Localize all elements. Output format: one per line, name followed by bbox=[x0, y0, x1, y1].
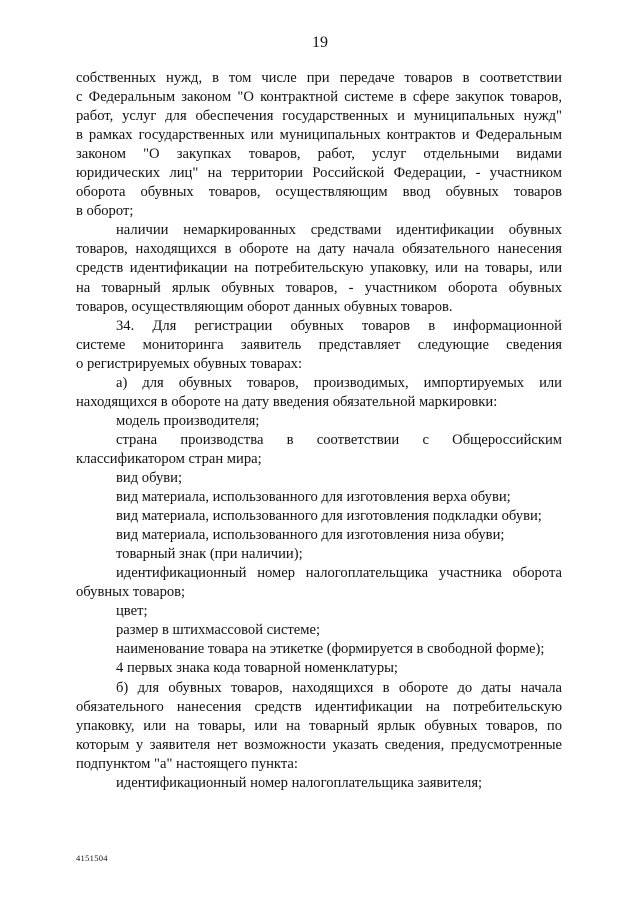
list-item: товарный знак (при наличии); bbox=[116, 546, 303, 563]
paragraph-line: о регистрируемых обувных товарах: bbox=[76, 355, 303, 372]
paragraph-line: с Федеральным законом "О контрактной системе в сфере закупок товаров, bbox=[76, 89, 562, 106]
paragraph-line: в рамках государственных или муниципальных контрактов и Федеральным bbox=[76, 127, 562, 144]
paragraph-line: в оборот; bbox=[76, 203, 134, 220]
paragraph-line: законом "О закупках товаров, работ, услуг отдельными видами bbox=[76, 146, 562, 163]
paragraph-line: упаковку, или на товары, или на товарный ярлык обувных товаров, по bbox=[76, 717, 562, 734]
paragraph-line: товаров, осуществляющим оборот данных обувных товаров. bbox=[76, 298, 453, 315]
paragraph-line: собственных нужд, в том числе при передаче товаров в соответствии bbox=[76, 70, 562, 86]
list-item: вид материала, использованного для изготовления подкладки обуви; bbox=[116, 508, 542, 525]
list-item: вид материала, использованного для изготовления низа обуви; bbox=[116, 527, 505, 544]
paragraph-line: обязательного нанесения средств идентификации на потребительскую bbox=[76, 698, 562, 715]
paragraph-line: идентификационный номер налогоплательщика участника оборота bbox=[116, 565, 562, 582]
paragraph-line: на товарный ярлык обувных товаров, - участником оборота обувных bbox=[76, 279, 562, 296]
paragraph-line: 34. Для регистрации обувных товаров в информационной bbox=[116, 317, 562, 334]
paragraph-line: системе мониторинга заявитель представляет следующие сведения bbox=[76, 336, 562, 353]
document-code: 4151504 bbox=[76, 853, 108, 863]
document-body bbox=[76, 69, 562, 793]
paragraph-line: наличии немаркированных средствами идентификации обувных bbox=[116, 222, 562, 239]
paragraph-line: оборота обувных товаров, осуществляющим ввод обувных товаров bbox=[76, 184, 562, 201]
paragraph-line: работ, услуг для обеспечения государственных и муниципальных нужд" bbox=[76, 108, 562, 125]
list-item: наименование товара на этикетке (формируется в свободной форме); bbox=[116, 641, 545, 658]
list-item: вид обуви; bbox=[116, 469, 182, 486]
list-item: цвет; bbox=[116, 603, 148, 620]
list-item: модель производителя; bbox=[116, 412, 260, 429]
paragraph-line: которым у заявителя нет возможности указать сведения, предусмотренные bbox=[76, 736, 562, 753]
paragraph-line: товаров, находящихся в обороте на дату начала обязательного нанесения bbox=[76, 241, 562, 258]
paragraph-line: находящихся в обороте на дату введения обязательной маркировки: bbox=[76, 393, 498, 410]
paragraph-line: юридических лиц" на территории Российской Федерации, - участником bbox=[76, 165, 562, 182]
paragraph-line: классификатором стран мира; bbox=[76, 450, 262, 467]
paragraph-line: средств идентификации на потребительскую упаковку, или на товары, или bbox=[76, 260, 562, 277]
paragraph-line: обувных товаров; bbox=[76, 584, 186, 601]
paragraph-line: а) для обувных товаров, производимых, импортируемых или bbox=[116, 374, 562, 391]
list-item: размер в штихмассовой системе; bbox=[116, 622, 321, 639]
list-item: 4 первых знака кода товарной номенклатуры; bbox=[116, 660, 398, 677]
page-number: 19 bbox=[312, 34, 328, 51]
paragraph-line: б) для обувных товаров, находящихся в обороте до даты начала bbox=[116, 679, 562, 696]
list-item: вид материала, использованного для изготовления верха обуви; bbox=[116, 489, 511, 506]
list-item: идентификационный номер налогоплательщика заявителя; bbox=[116, 774, 483, 791]
paragraph-line: страна производства в соответствии с Общероссийским bbox=[116, 431, 562, 448]
paragraph-line: подпунктом "а" настоящего пункта: bbox=[76, 755, 298, 772]
